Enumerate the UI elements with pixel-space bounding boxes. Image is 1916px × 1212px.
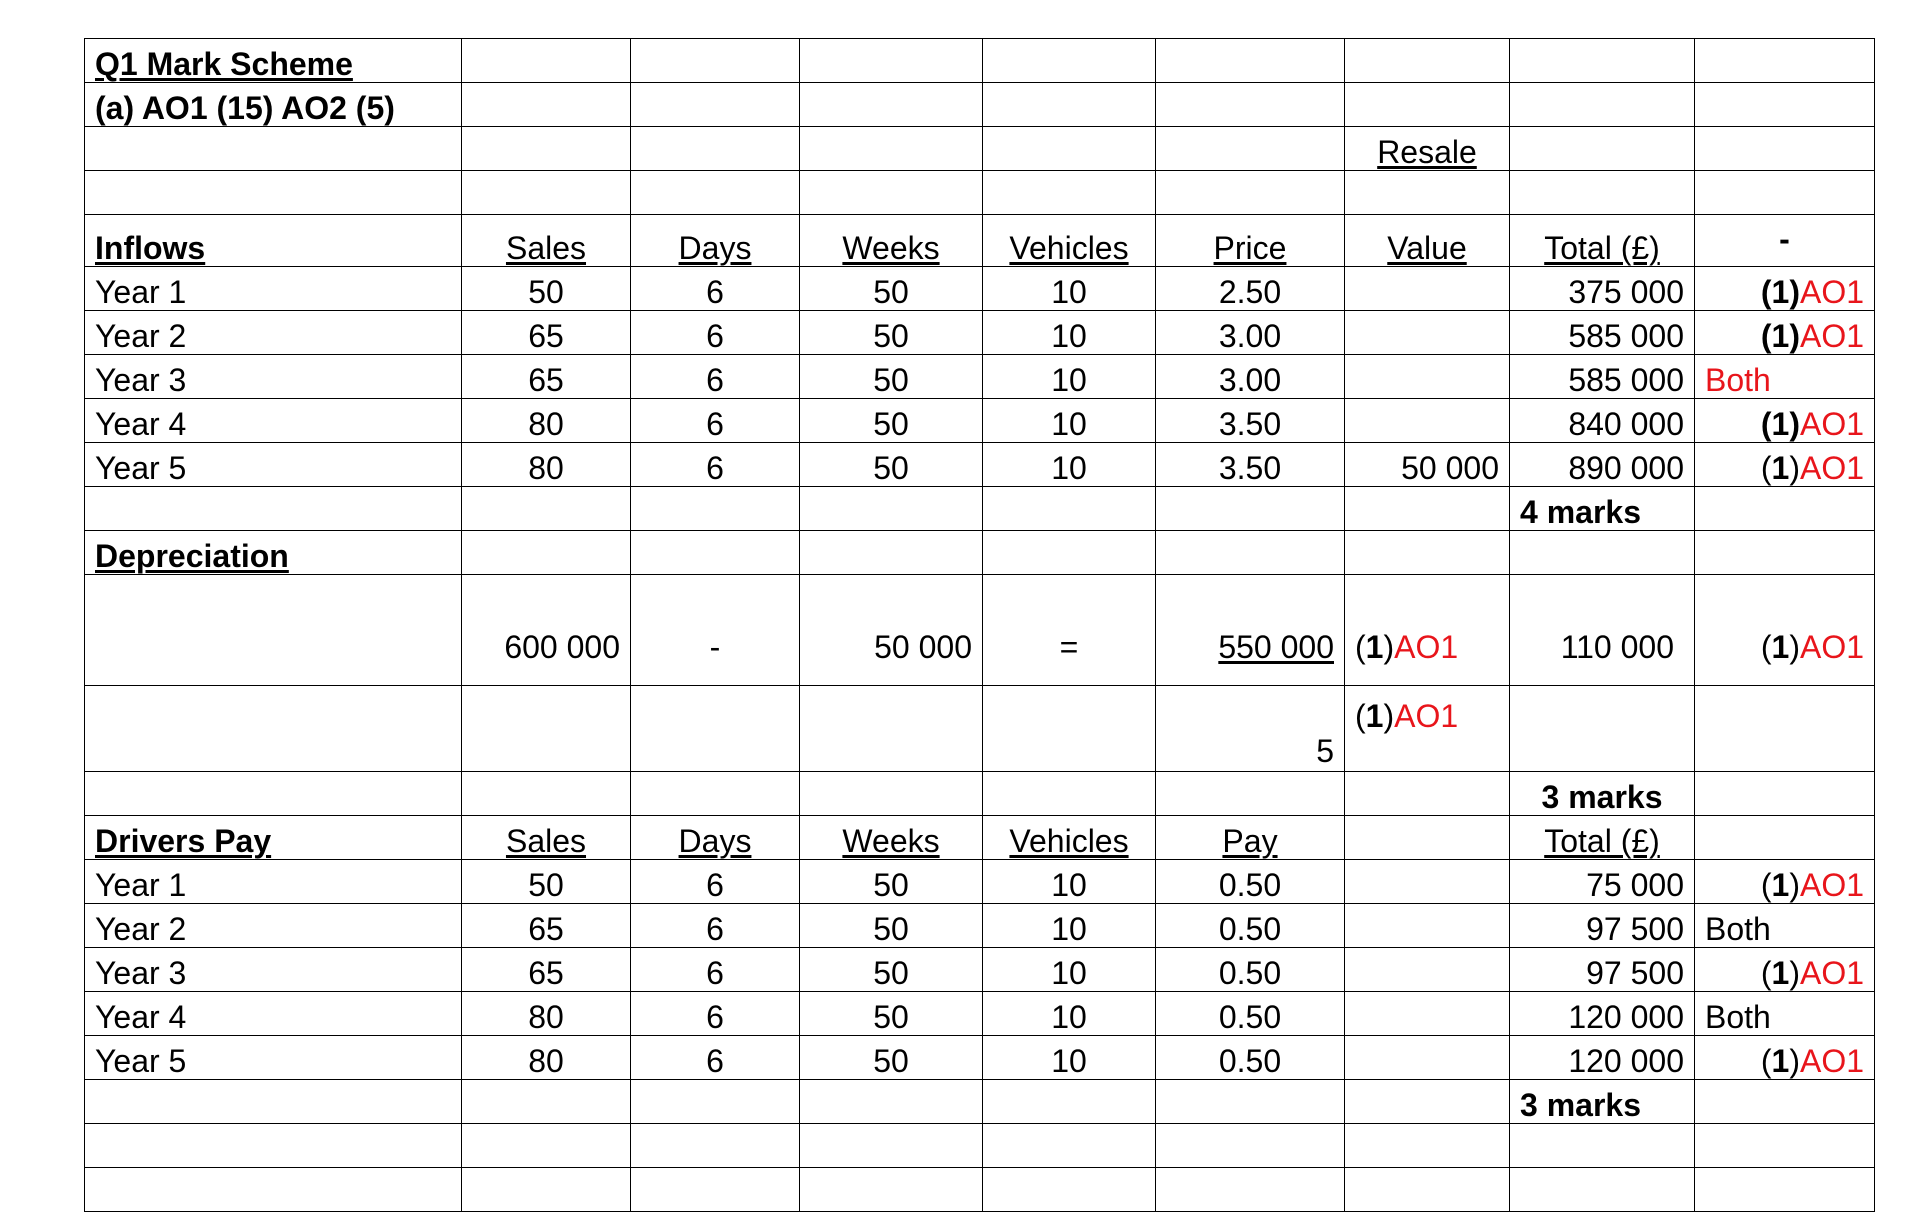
year-label: Year 4 — [85, 992, 462, 1036]
mark-both: Both — [1695, 904, 1875, 948]
col-header-days: Days — [631, 215, 800, 267]
col-header-vehicles: Vehicles — [983, 215, 1156, 267]
empty-cell — [462, 1168, 631, 1212]
days-cell: 6 — [631, 1036, 800, 1080]
mark-both: Both — [1695, 355, 1875, 399]
empty-cell — [631, 1168, 800, 1212]
empty-cell — [1345, 1124, 1510, 1168]
resale-heading: Resale — [1345, 127, 1510, 171]
total-cell: 97 500 — [1510, 948, 1695, 992]
minus-sign: - — [631, 575, 800, 686]
col-header-dash: - — [1695, 215, 1875, 267]
resale-value-cell — [1345, 267, 1510, 311]
weeks-cell: 50 — [800, 355, 983, 399]
mark-paren-open: ( — [1355, 629, 1366, 665]
mark-paren-close: ) — [1789, 629, 1800, 665]
empty-cell — [800, 1124, 983, 1168]
total-cell: 75 000 — [1510, 860, 1695, 904]
empty-cell — [800, 772, 983, 816]
sales-cell: 65 — [462, 311, 631, 355]
empty-cell — [1345, 860, 1510, 904]
empty-cell — [85, 1080, 462, 1124]
col-header-price: Price — [1156, 215, 1345, 267]
days-cell: 6 — [631, 399, 800, 443]
drivers-marks-row — [85, 1080, 1875, 1124]
mark-cell — [1695, 860, 1875, 904]
drivers-label: Drivers Pay — [85, 816, 462, 860]
empty-cell — [462, 487, 631, 531]
weeks-cell: 50 — [800, 443, 983, 487]
empty-cell — [1345, 1080, 1510, 1124]
weeks-cell: 50 — [800, 1036, 983, 1080]
vehicles-cell: 10 — [983, 267, 1156, 311]
empty-cell — [1345, 487, 1510, 531]
empty-cell — [1156, 1080, 1345, 1124]
inflows-marks-row — [85, 487, 1875, 531]
mark-ao: AO1 — [1799, 955, 1864, 991]
empty-cell — [983, 531, 1156, 575]
empty-cell — [800, 487, 983, 531]
price-cell: 3.00 — [1156, 311, 1345, 355]
empty-cell — [983, 1080, 1156, 1124]
mark-paren-close: ) — [1789, 274, 1800, 310]
weeks-cell: 50 — [800, 399, 983, 443]
year-label: Year 2 — [85, 904, 462, 948]
depreciation-marks-row — [85, 772, 1875, 816]
denominator-cell: 5 — [1156, 686, 1345, 772]
empty-cell — [462, 772, 631, 816]
empty-cell — [85, 772, 462, 816]
mark-cell — [1695, 311, 1875, 355]
empty-cell — [631, 686, 800, 772]
mark-ao: AO1 — [1799, 450, 1864, 486]
sales-cell: 50 — [462, 860, 631, 904]
mark-paren-open: ( — [1760, 1043, 1772, 1079]
mark-paren-open: ( — [1760, 274, 1772, 310]
col-header-sales: Sales — [462, 215, 631, 267]
sales-cell: 65 — [462, 948, 631, 992]
col-header-sales: Sales — [462, 816, 631, 860]
pay-cell: 0.50 — [1156, 1036, 1345, 1080]
col-header-pay: Pay — [1156, 816, 1345, 860]
mark-number: 1 — [1771, 629, 1790, 665]
empty-cell — [85, 686, 462, 772]
vehicles-cell: 10 — [983, 860, 1156, 904]
drivers-row — [85, 992, 1875, 1036]
depreciation-label: Depreciation — [85, 531, 462, 575]
mark-ao: AO1 — [1799, 406, 1864, 442]
empty-cell — [85, 487, 462, 531]
mark-both: Both — [1695, 992, 1875, 1036]
empty-cell — [983, 1124, 1156, 1168]
equals-sign: = — [983, 575, 1156, 686]
empty-cell — [1345, 992, 1510, 1036]
depreciation-label-row — [85, 531, 1875, 575]
vehicles-cell: 10 — [983, 1036, 1156, 1080]
pay-cell: 0.50 — [1156, 948, 1345, 992]
drivers-row — [85, 860, 1875, 904]
inflows-row — [85, 443, 1875, 487]
year-label: Year 3 — [85, 355, 462, 399]
mark-ao: AO1 — [1799, 629, 1864, 665]
empty-cell — [631, 1124, 800, 1168]
empty-cell — [1510, 1168, 1695, 1212]
empty-cell — [800, 1080, 983, 1124]
empty-cell — [983, 487, 1156, 531]
inflows-label: Inflows — [85, 215, 462, 267]
empty-cell — [1345, 531, 1510, 575]
mark-paren-close: ) — [1383, 698, 1395, 734]
mark-cell — [1695, 443, 1875, 487]
days-cell: 6 — [631, 311, 800, 355]
mark-paren-open: ( — [1760, 318, 1772, 354]
mark-paren-close: ) — [1789, 406, 1800, 442]
empty-cell — [462, 531, 631, 575]
inflows-header-row — [85, 215, 1875, 267]
empty-cell — [631, 772, 800, 816]
mark-ao: AO1 — [1799, 274, 1864, 310]
empty-cell — [1156, 772, 1345, 816]
empty-cell — [85, 1168, 462, 1212]
depreciation-marks-total: 3 marks — [1510, 772, 1695, 816]
mark-number: 1 — [1771, 318, 1790, 354]
total-cell: 840 000 — [1510, 399, 1695, 443]
mark-cell — [1695, 267, 1875, 311]
empty-cell — [983, 686, 1156, 772]
numerator-cell: 550 000 — [1156, 575, 1345, 686]
empty-cell — [983, 772, 1156, 816]
col-header-empty — [1695, 816, 1875, 860]
title-row — [85, 39, 1875, 83]
total-cell: 97 500 — [1510, 904, 1695, 948]
total-cell: 890 000 — [1510, 443, 1695, 487]
empty-cell — [1510, 686, 1695, 772]
year-label: Year 5 — [85, 443, 462, 487]
empty-cell — [631, 487, 800, 531]
empty-cell — [462, 1124, 631, 1168]
pay-cell: 0.50 — [1156, 904, 1345, 948]
vehicles-cell: 10 — [983, 443, 1156, 487]
drivers-row — [85, 948, 1875, 992]
year-label: Year 2 — [85, 311, 462, 355]
sales-cell: 80 — [462, 443, 631, 487]
mark-paren-open: ( — [1760, 955, 1772, 991]
drivers-row — [85, 904, 1875, 948]
mark-cell — [1695, 399, 1875, 443]
col-header-total: Total (£) — [1510, 816, 1695, 860]
mark-number: 1 — [1771, 406, 1790, 442]
drivers-header-row — [85, 816, 1875, 860]
subtitle-row — [85, 83, 1875, 127]
empty-cell — [1156, 487, 1345, 531]
empty-cell — [1695, 1168, 1875, 1212]
vehicles-cell: 10 — [983, 311, 1156, 355]
year-label: Year 1 — [85, 860, 462, 904]
mark-ao: AO1 — [1394, 629, 1459, 665]
empty-cell — [1695, 1080, 1875, 1124]
resale-value-cell: 50 000 — [1345, 443, 1510, 487]
vehicles-cell: 10 — [983, 355, 1156, 399]
price-cell: 2.50 — [1156, 267, 1345, 311]
col-header-vehicles: Vehicles — [983, 816, 1156, 860]
depreciation-denominator-row — [85, 686, 1875, 772]
price-cell: 3.50 — [1156, 399, 1345, 443]
vehicles-cell: 10 — [983, 948, 1156, 992]
blank-row — [85, 171, 1875, 215]
empty-cell — [800, 531, 983, 575]
blank-row — [85, 1124, 1875, 1168]
mark-paren-open: ( — [1760, 406, 1772, 442]
col-header-value: Value — [1345, 215, 1510, 267]
empty-cell — [800, 1168, 983, 1212]
mark-cell — [1695, 948, 1875, 992]
total-cell: 585 000 — [1510, 311, 1695, 355]
days-cell: 6 — [631, 992, 800, 1036]
drivers-marks-total: 3 marks — [1510, 1080, 1695, 1124]
mark-scheme-table — [84, 38, 1875, 1212]
sales-cell: 65 — [462, 904, 631, 948]
mark-number: 1 — [1771, 450, 1790, 486]
resale-value-cell — [1345, 399, 1510, 443]
empty-cell — [1695, 686, 1875, 772]
days-cell: 6 — [631, 904, 800, 948]
empty-cell — [631, 531, 800, 575]
total-cell: 120 000 — [1510, 1036, 1695, 1080]
total-cell: 585 000 — [1510, 355, 1695, 399]
col-header-empty — [1345, 816, 1510, 860]
sales-cell: 80 — [462, 399, 631, 443]
empty-cell — [1345, 1168, 1510, 1212]
empty-cell — [1695, 487, 1875, 531]
empty-cell — [85, 1124, 462, 1168]
sales-cell: 80 — [462, 1036, 631, 1080]
inflows-row — [85, 311, 1875, 355]
total-cell: 375 000 — [1510, 267, 1695, 311]
cost-cell: 600 000 — [462, 575, 631, 686]
mark-paren-close: ) — [1789, 867, 1800, 903]
empty-cell — [1345, 948, 1510, 992]
weeks-cell: 50 — [800, 948, 983, 992]
mark-cell — [1695, 1036, 1875, 1080]
empty-cell — [1510, 1124, 1695, 1168]
mark-paren-close: ) — [1383, 629, 1395, 665]
empty-cell — [1510, 531, 1695, 575]
days-cell: 6 — [631, 267, 800, 311]
depreciation-result: 110 000 — [1510, 575, 1695, 686]
pay-cell: 0.50 — [1156, 992, 1345, 1036]
empty-cell — [85, 575, 462, 686]
mark-paren-close: ) — [1789, 955, 1800, 991]
sales-cell: 65 — [462, 355, 631, 399]
mark-ao: AO1 — [1799, 1043, 1864, 1079]
empty-cell — [1345, 772, 1510, 816]
empty-cell — [1695, 772, 1875, 816]
mark-number: 1 — [1771, 955, 1790, 991]
empty-cell — [1695, 531, 1875, 575]
mark-ao: AO1 — [1799, 867, 1864, 903]
price-cell: 3.50 — [1156, 443, 1345, 487]
mark-number: 1 — [1365, 629, 1384, 665]
col-header-weeks: Weeks — [800, 215, 983, 267]
empty-cell — [462, 686, 631, 772]
empty-cell — [1156, 1124, 1345, 1168]
empty-cell — [1345, 904, 1510, 948]
resale-heading-row — [85, 127, 1875, 171]
mark-ao: AO1 — [1394, 698, 1459, 734]
scheme-subtitle: (a) AO1 (15) AO2 (5) — [85, 83, 462, 127]
mark-number: 1 — [1771, 274, 1790, 310]
col-header-weeks: Weeks — [800, 816, 983, 860]
weeks-cell: 50 — [800, 860, 983, 904]
scheme-title: Q1 Mark Scheme — [85, 39, 462, 83]
mark-paren-open: ( — [1760, 629, 1772, 665]
drivers-row — [85, 1036, 1875, 1080]
mark-ao: AO1 — [1799, 318, 1864, 354]
mark-paren-close: ) — [1789, 1043, 1800, 1079]
mark-paren-open: ( — [1355, 698, 1366, 734]
depreciation-calc-row — [85, 575, 1875, 686]
sales-cell: 80 — [462, 992, 631, 1036]
pay-cell: 0.50 — [1156, 860, 1345, 904]
inflows-row — [85, 267, 1875, 311]
mark-number: 1 — [1771, 867, 1790, 903]
empty-cell — [462, 1080, 631, 1124]
mark-paren-close: ) — [1789, 450, 1800, 486]
year-label: Year 4 — [85, 399, 462, 443]
inflows-marks-total: 4 marks — [1510, 487, 1695, 531]
year-label: Year 5 — [85, 1036, 462, 1080]
empty-cell — [631, 1080, 800, 1124]
weeks-cell: 50 — [800, 904, 983, 948]
numerator-mark — [1345, 575, 1510, 686]
empty-cell — [983, 1168, 1156, 1212]
resale-value-cell — [1345, 311, 1510, 355]
weeks-cell: 50 — [800, 311, 983, 355]
vehicles-cell: 10 — [983, 399, 1156, 443]
price-cell: 3.00 — [1156, 355, 1345, 399]
mark-paren-open: ( — [1760, 867, 1772, 903]
mark-paren-close: ) — [1789, 318, 1800, 354]
mark-number: 1 — [1771, 1043, 1790, 1079]
year-label: Year 1 — [85, 267, 462, 311]
days-cell: 6 — [631, 948, 800, 992]
days-cell: 6 — [631, 355, 800, 399]
total-cell: 120 000 — [1510, 992, 1695, 1036]
days-cell: 6 — [631, 443, 800, 487]
mark-scheme-body — [85, 39, 1875, 1212]
inflows-row — [85, 399, 1875, 443]
empty-cell — [1156, 1168, 1345, 1212]
empty-cell — [800, 686, 983, 772]
weeks-cell: 50 — [800, 267, 983, 311]
days-cell: 6 — [631, 860, 800, 904]
inflows-row — [85, 355, 1875, 399]
resale-cell: 50 000 — [800, 575, 983, 686]
empty-cell — [1156, 531, 1345, 575]
sales-cell: 50 — [462, 267, 631, 311]
denominator-mark — [1345, 686, 1510, 772]
blank-row — [85, 1168, 1875, 1212]
mark-number: 1 — [1365, 698, 1384, 734]
vehicles-cell: 10 — [983, 992, 1156, 1036]
col-header-days: Days — [631, 816, 800, 860]
col-header-total: Total (£) — [1510, 215, 1695, 267]
empty-cell — [1695, 1124, 1875, 1168]
vehicles-cell: 10 — [983, 904, 1156, 948]
result-mark — [1695, 575, 1875, 686]
empty-cell — [1345, 1036, 1510, 1080]
weeks-cell: 50 — [800, 992, 983, 1036]
resale-value-cell — [1345, 355, 1510, 399]
mark-paren-open: ( — [1760, 450, 1772, 486]
year-label: Year 3 — [85, 948, 462, 992]
